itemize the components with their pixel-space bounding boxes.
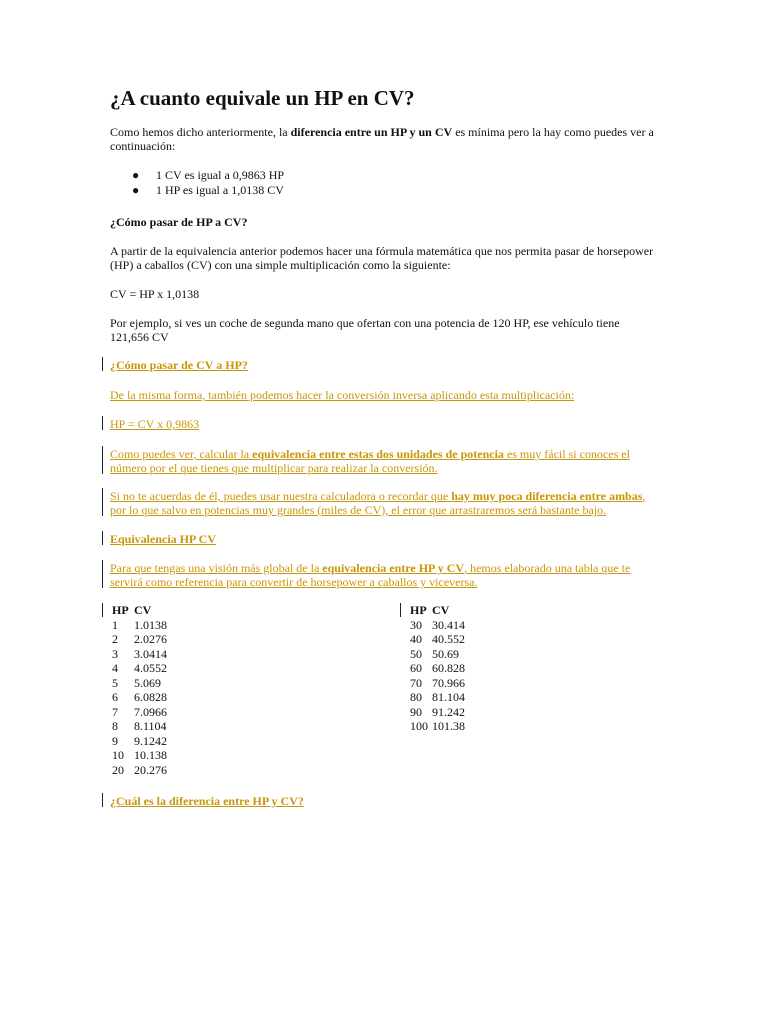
cell-cv: 101.38 <box>432 719 465 733</box>
cell-cv: 40.552 <box>432 632 465 646</box>
table-header-row <box>110 603 194 618</box>
table-row <box>408 690 492 705</box>
cell-hp: 40 <box>410 632 422 646</box>
bullet-icon: ● <box>132 168 140 182</box>
table-row <box>408 661 492 676</box>
intro-paragraph: Como hemos dicho anteriormente, la diferencia entre un HP y un CV es mínima pero la hay como puedes ver a continuación: <box>110 125 654 153</box>
revision-bar <box>102 603 103 617</box>
formula-hp-to-cv: CV = HP x 1,0138 <box>110 287 200 301</box>
cell-hp: 6 <box>112 690 118 704</box>
table-row <box>110 647 194 662</box>
heading-cv-to-hp: ¿Cómo pasar de CV a HP? <box>110 358 248 372</box>
equivalence-table-right <box>408 603 492 734</box>
calculator-paragraph: Si no te acuerdas de él, puedes usar nuestra calculadora o recordar que hay muy poca diferencia entre ambas, por lo que salvo en potencias muy grandes (miles de CV), el error que arrastraremos será bastante bajo. <box>110 489 646 517</box>
cell-cv: 10.138 <box>134 748 167 762</box>
cell-cv: 70.966 <box>432 675 465 690</box>
column-header-hp: HP <box>410 603 427 617</box>
table-header-row <box>408 603 492 618</box>
easy-paragraph: Como puedes ver, calcular la equivalencia entre estas dos unidades de potencia es muy fácil si conoces el número por el que tienes que multiplicar para realizar la conversión. <box>110 447 630 475</box>
cell-cv: 4.0552 <box>134 661 167 675</box>
table-row <box>110 734 194 749</box>
cell-hp: 7 <box>112 704 118 719</box>
table-row <box>408 676 492 691</box>
heading-hp-to-cv: ¿Cómo pasar de HP a CV? <box>110 215 248 229</box>
table-row <box>110 661 194 676</box>
heading-difference: ¿Cuál es la diferencia entre HP y CV? <box>110 794 304 808</box>
table-row <box>110 705 194 720</box>
table-row <box>408 618 492 633</box>
cell-hp: 10 <box>112 748 124 762</box>
table-row <box>110 690 194 705</box>
bullet-icon: ● <box>132 183 140 197</box>
cell-cv: 91.242 <box>432 704 465 719</box>
revision-bar <box>102 560 103 588</box>
heading-table: Equivalencia HP CV <box>110 532 217 546</box>
revision-bar <box>102 488 103 516</box>
revision-bar <box>102 416 103 430</box>
cell-cv: 8.1104 <box>134 719 167 733</box>
cell-hp: 8 <box>112 719 118 733</box>
list-item: ● 1 HP es igual a 1,0138 CV <box>132 183 284 197</box>
formula-intro-paragraph: A partir de la equivalencia anterior podemos hacer una fórmula matemática que nos permita pasar de horsepower (HP) a caballos (CV) con una simple multiplicación como la siguiente: <box>110 244 654 272</box>
table-intro-paragraph: Para que tengas una visión más global de la equivalencia entre HP y CV, hemos elaborado una tabla que te servirá como referencia para convertir de horsepower a caballos y viceversa. <box>110 561 631 589</box>
cell-cv: 6.0828 <box>134 690 167 704</box>
cell-hp: 60 <box>410 661 422 675</box>
cell-cv: 1.0138 <box>134 617 167 632</box>
cell-cv: 20.276 <box>134 762 167 777</box>
table-row <box>110 618 194 633</box>
cell-hp: 70 <box>410 675 422 690</box>
cell-hp: 5 <box>112 675 118 690</box>
table-row <box>408 632 492 647</box>
column-header-cv: CV <box>134 603 152 617</box>
cell-hp: 30 <box>410 617 422 632</box>
cell-hp: 3 <box>112 646 118 661</box>
cell-hp: 100 <box>410 719 428 733</box>
table-row <box>110 763 194 778</box>
revision-bar <box>102 446 103 474</box>
cell-hp: 1 <box>112 617 118 632</box>
table-row <box>110 676 194 691</box>
cell-cv: 50.69 <box>432 646 459 661</box>
revision-bar <box>102 793 103 807</box>
cell-hp: 9 <box>112 733 118 748</box>
table-row <box>408 705 492 720</box>
cell-cv: 60.828 <box>432 661 465 675</box>
column-header-hp: HP <box>112 603 129 617</box>
cell-cv: 2.0276 <box>134 632 167 646</box>
cell-hp: 50 <box>410 646 422 661</box>
revision-bar <box>400 603 401 617</box>
cell-cv: 81.104 <box>432 690 465 704</box>
cell-cv: 9.1242 <box>134 733 167 748</box>
cell-cv: 5.069 <box>134 675 161 690</box>
table-row <box>408 647 492 662</box>
revision-bar <box>102 357 103 371</box>
equivalence-table-left <box>110 603 194 777</box>
inverse-paragraph: De la misma forma, también podemos hacer la conversión inversa aplicando esta multiplicación: <box>110 388 575 402</box>
cell-hp: 2 <box>112 632 118 646</box>
equivalence-list <box>132 168 284 198</box>
column-header-cv: CV <box>432 603 450 617</box>
cell-hp: 90 <box>410 704 422 719</box>
list-item: ● 1 CV es igual a 0,9863 HP <box>132 168 285 182</box>
page-title: ¿A cuanto equivale un HP en CV? <box>110 86 415 110</box>
formula-cv-to-hp: HP = CV x 0,9863 <box>110 417 200 431</box>
table-row <box>408 719 492 734</box>
table-row <box>110 719 194 734</box>
example-paragraph: Por ejemplo, si ves un coche de segunda mano que ofertan con una potencia de 120 HP, ese vehículo tiene 121,656 CV <box>110 316 620 344</box>
cell-cv: 30.414 <box>432 617 465 632</box>
cell-cv: 7.0966 <box>134 704 167 719</box>
table-row <box>110 748 194 763</box>
cell-hp: 20 <box>112 762 124 777</box>
revision-bar <box>102 531 103 545</box>
table-row <box>110 632 194 647</box>
cell-cv: 3.0414 <box>134 646 167 661</box>
cell-hp: 4 <box>112 661 118 675</box>
cell-hp: 80 <box>410 690 422 704</box>
